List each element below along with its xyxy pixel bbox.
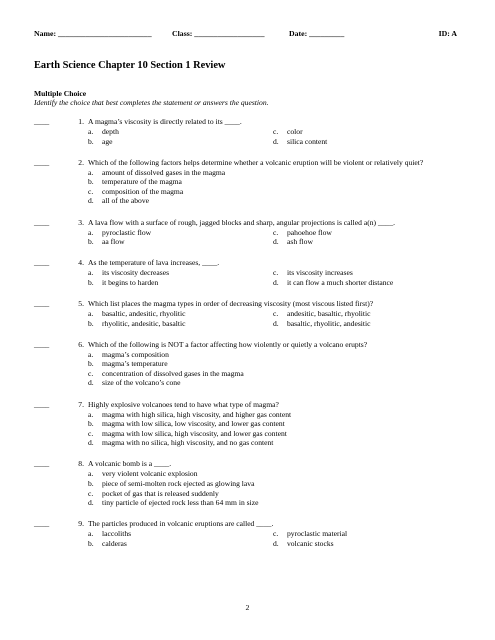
option-text: pyroclastic flow [102,227,152,237]
option-letter: c. [88,186,94,196]
option-letter: d. [88,438,94,448]
class-field: Class: __________________ [172,29,265,38]
option-text: ash flow [287,237,313,247]
option-letter: c. [88,488,94,498]
id-label: ID: A [438,29,457,38]
option-text: all of the above [102,196,150,206]
option-letter: a. [88,268,94,278]
answer-blank: ____ [34,339,50,349]
options [88,169,465,207]
option-row [88,379,465,389]
question-line [34,118,465,128]
option-text: color [287,127,303,136]
question-stem: Which of the following is NOT a factor affecting how violently or quietly a volcano erupts? [88,339,368,349]
question-item [34,401,465,449]
option-letter: b. [88,277,94,287]
option-letter: c. [88,428,94,438]
question-line [34,341,465,351]
question-stem: Which of the following factors helps determine whether a volcanic eruption will be violent or relatively quiet? [88,157,424,167]
question-line [34,460,465,470]
option-text: concentration of dissolved gases in the magma [102,368,244,378]
options [88,310,465,329]
question-item [34,300,465,329]
question-stem: Highly explosive volcanoes tend to have what type of magma? [88,399,279,409]
option-letter: a. [88,409,94,419]
option-letter: b. [88,177,94,187]
option-row [88,279,465,289]
question-item [34,259,465,288]
option-letter: d. [273,538,279,548]
question-line [34,401,465,411]
options [88,128,465,147]
option-letter: a. [88,127,94,136]
option-row [88,540,465,550]
option-text: its viscosity increases [287,268,353,278]
option-text: magma’s composition [102,349,169,359]
options [88,351,465,389]
option-text: tiny particle of ejected rock less than 64 mm in size [102,498,259,508]
option-text: pocket of gas that is released suddenly [102,488,219,498]
option-text: very violent volcanic explosion [102,469,198,479]
option-text: andesitic, basaltic, rhyolitic [287,308,371,318]
option-row [88,197,465,207]
option-letter: c. [273,227,279,237]
question-stem: A lava flow with a surface of rough, jagged blocks and sharp, angular projections is called a(n) ____. [88,217,396,227]
option-letter: c. [273,529,279,539]
option-text: magma with high silica, high viscosity, and higher gas content [102,409,292,419]
answer-blank: ____ [34,399,50,409]
option-text: magma with low silica, high viscosity, and lower gas content [102,428,287,438]
option-letter: b. [88,538,94,548]
option-text: magma with no silica, high viscosity, and no gas content [102,438,274,448]
option-text: its viscosity decreases [102,268,170,278]
option-text: laccoliths [102,529,132,539]
question-stem: A volcanic bomb is a ____. [88,459,172,469]
options [88,269,465,288]
question-number: 5. [78,298,84,308]
question-stem: A magma’s viscosity is directly related to its ____. [88,117,242,126]
answer-blank: ____ [34,519,50,529]
option-letter: d. [88,498,94,508]
option-letter: c. [88,368,94,378]
option-letter: d. [88,378,94,388]
option-letter: a. [88,227,94,237]
option-letter: c. [273,308,279,318]
option-letter: b. [88,419,94,429]
answer-blank: ____ [34,258,50,268]
option-text: age [102,136,113,146]
option-letter: b. [88,136,94,146]
option-letter: c. [273,268,279,278]
option-letter: a. [88,308,94,318]
date-field: Date: _________ [289,29,345,38]
option-letter: d. [273,237,279,247]
option-letter: d. [273,318,279,328]
option-text: it can flow a much shorter distance [287,277,394,287]
option-row [88,238,465,248]
question-stem: As the temperature of lava increases, ____. [88,258,220,268]
question-number: 1. [78,117,84,126]
question-stem: Which list places the magma types in order of decreasing viscosity (most viscous listed first)? [88,298,374,308]
option-letter: a. [88,529,94,539]
option-text: pyroclastic material [287,529,348,539]
answer-blank: ____ [34,157,50,167]
option-letter: b. [88,359,94,369]
option-row [88,320,465,330]
question-number: 7. [78,399,84,409]
question-line [34,300,465,310]
option-row [88,138,465,148]
question-number: 8. [78,459,84,469]
option-text: rhyolitic, andesitic, basaltic [102,318,186,328]
question-item [34,460,465,508]
option-text: silica content [287,136,328,146]
option-letter: d. [273,136,279,146]
option-text: calderas [102,538,127,548]
answer-blank: ____ [34,217,50,227]
option-letter: d. [88,196,94,206]
option-text: composition of the magma [102,186,184,196]
option-text: magma’s temperature [102,359,168,369]
question-number: 2. [78,157,84,167]
options [88,411,465,449]
option-text: magma with low silica, low viscosity, and lower gas content [102,419,285,429]
options [88,530,465,549]
question-list [34,118,465,561]
question-number: 6. [78,339,84,349]
option-text: pahoehoe flow [287,227,332,237]
option-letter: b. [88,318,94,328]
option-text: size of the volcano’s cone [102,378,181,388]
question-item [34,520,465,549]
option-text: temperature of the magma [102,177,182,187]
option-row [88,439,465,449]
question-item [34,159,465,207]
option-letter: c. [273,127,279,136]
question-line [34,259,465,269]
question-item [34,219,465,248]
option-row [88,499,465,509]
option-text: basaltic, andesitic, rhyolitic [102,308,186,318]
option-letter: d. [273,277,279,287]
option-text: amount of dissolved gases in the magma [102,167,226,177]
option-letter: b. [88,478,94,488]
option-text: basaltic, rhyolitic, andesitic [287,318,371,328]
option-letter: a. [88,349,94,359]
option-text: aa flow [102,237,125,247]
options [88,229,465,248]
question-item [34,341,465,389]
option-text: volcanic stocks [287,538,334,548]
question-stem: The particles produced in volcanic eruptions are called ____. [88,519,274,529]
option-text: it begins to harden [102,277,159,287]
section-instructions: Identify the choice that best completes the statement or answers the question. [34,98,269,107]
question-line [34,520,465,530]
option-letter: a. [88,469,94,479]
option-text: piece of semi-molten rock ejected as glowing lava [102,478,255,488]
answer-blank: ____ [34,298,50,308]
option-text: depth [102,127,119,136]
name-field: Name: ________________________ [34,29,152,38]
question-item [34,118,465,147]
question-number: 4. [78,258,84,268]
page-number: 2 [245,603,250,612]
answer-blank: ____ [34,117,50,126]
options [88,470,465,508]
section-title: Multiple Choice [34,89,87,98]
question-number: 9. [78,519,84,529]
option-letter: a. [88,167,94,177]
question-number: 3. [78,217,84,227]
question-line [34,219,465,229]
option-letter: b. [88,237,94,247]
answer-blank: ____ [34,459,50,469]
question-line [34,159,465,169]
page-title: Earth Science Chapter 10 Section 1 Review [34,60,226,71]
